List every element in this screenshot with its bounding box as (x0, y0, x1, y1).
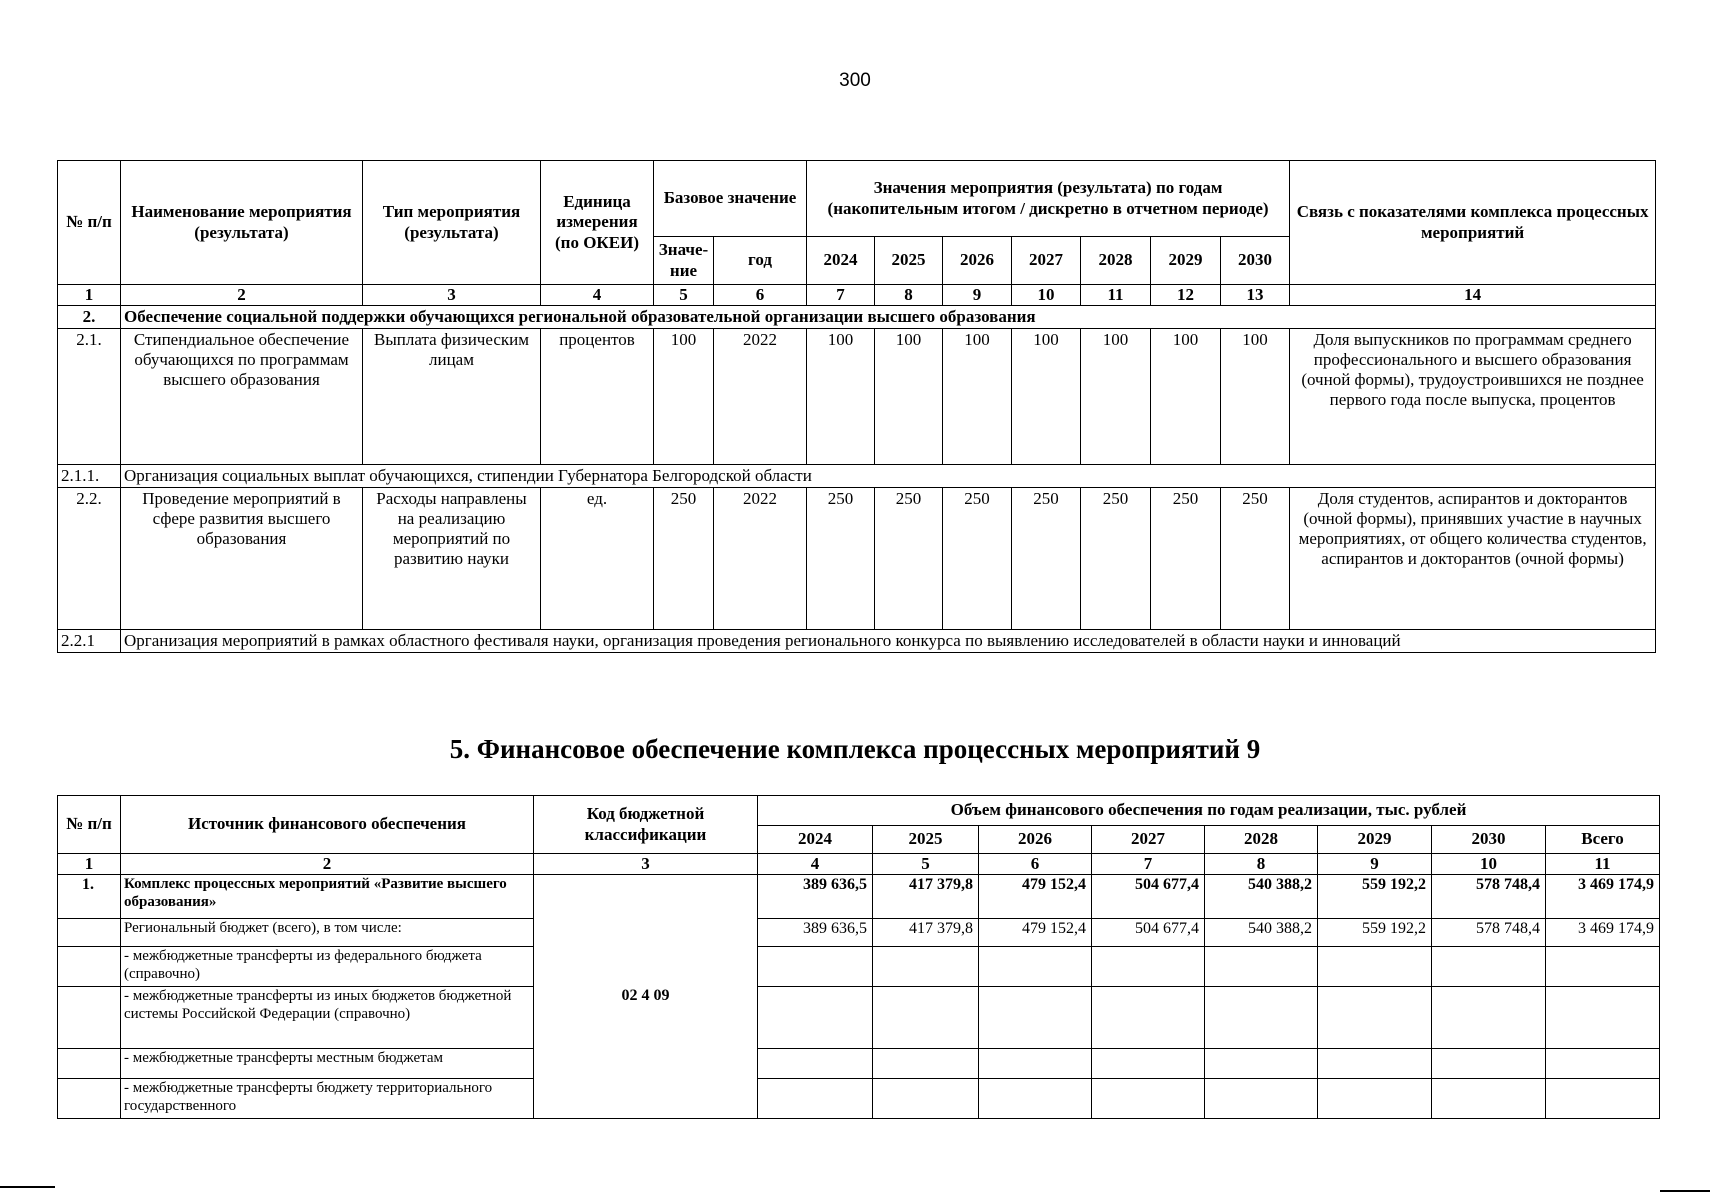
header-base: Базовое значение (654, 161, 807, 237)
col-number: 7 (807, 285, 875, 306)
subsection-row (58, 465, 1656, 488)
header-year: 2030 (1432, 826, 1546, 854)
row-value: 389 636,5 (758, 875, 873, 919)
col-number: 12 (1151, 285, 1221, 306)
header-year: 2025 (875, 237, 943, 285)
section-title: Обеспечение социальной поддержки обучающихся региональной образовательной организации высшего образования (121, 306, 1656, 329)
row-num: 2.1. (58, 329, 121, 465)
col-number: 6 (714, 285, 807, 306)
subsection-title: Организация мероприятий в рамках областного фестиваля науки, организация проведения регионального конкурса по выявлению исследователей в области науки и инноваций (121, 630, 1656, 653)
row-total: 3 469 174,9 (1546, 919, 1660, 947)
section-heading: 5. Финансовое обеспечение комплекса процессных мероприятий 9 (449, 734, 1261, 764)
row-num (58, 947, 121, 987)
col-number: 10 (1012, 285, 1081, 306)
header-base-value: Значе-ние (654, 237, 714, 285)
row-value: 504 677,4 (1092, 919, 1205, 947)
header-year: 2027 (1092, 826, 1205, 854)
row-link: Доля выпускников по программам среднего профессионального и высшего образования (очной формы), трудоустроившихся не позднее первого года после выпуска, процентов (1290, 329, 1656, 465)
col-number: 9 (943, 285, 1012, 306)
row-link: Доля студентов, аспирантов и докторантов (очной формы), принявших участие в научных мероприятиях, от общего количества студентов, аспирантов и докторантов (очной формы) (1290, 488, 1656, 630)
row-label: - межбюджетные трансферты бюджету территориального государственного (121, 1079, 534, 1119)
row-value: 250 (943, 488, 1012, 630)
row-value: 250 (1221, 488, 1290, 630)
header-year: 2028 (1205, 826, 1318, 854)
row-value: 100 (1221, 329, 1290, 465)
row-value: 578 748,4 (1432, 875, 1546, 919)
header-year: 2030 (1221, 237, 1290, 285)
col-number: 4 (758, 854, 873, 875)
subsection-title: Организация социальных выплат обучающихся, стипендии Губернатора Белгородской области (121, 465, 1656, 488)
row-value: 389 636,5 (758, 919, 873, 947)
header-year: 2026 (979, 826, 1092, 854)
row-total: 3 469 174,9 (1546, 875, 1660, 919)
scan-edge-mark (1660, 1190, 1710, 1192)
row-value: 250 (1012, 488, 1081, 630)
header-year: 2028 (1081, 237, 1151, 285)
col-number: 5 (654, 285, 714, 306)
table-row (58, 875, 1660, 919)
row-name: Стипендиальное обеспечение обучающихся по программам высшего образования (121, 329, 363, 465)
header-name: Наименование мероприятия (результата) (121, 161, 363, 285)
header-volume: Объем финансового обеспечения по годам реализации, тыс. рублей (758, 796, 1660, 826)
row-num (58, 1079, 121, 1119)
header-num: № п/п (58, 796, 121, 854)
col-number: 11 (1546, 854, 1660, 875)
header-num: № п/п (58, 161, 121, 285)
col-number: 3 (363, 285, 541, 306)
subsection-row (58, 630, 1656, 653)
section-num: 2. (58, 306, 121, 329)
table-row (58, 1049, 1660, 1079)
budget-code: 02 4 09 (534, 875, 758, 1119)
page-number: 300 (839, 70, 871, 91)
col-number: 3 (534, 854, 758, 875)
row-value: 100 (1081, 329, 1151, 465)
row-label: - межбюджетные трансферты из федерального бюджета (справочно) (121, 947, 534, 987)
row-base-year: 2022 (714, 329, 807, 465)
row-value: 540 388,2 (1205, 919, 1318, 947)
row-value: 100 (1151, 329, 1221, 465)
row-value: 479 152,4 (979, 919, 1092, 947)
table-row (58, 1079, 1660, 1119)
row-value: 559 192,2 (1318, 875, 1432, 919)
col-number: 8 (1205, 854, 1318, 875)
row-name: Проведение мероприятий в сфере развития высшего образования (121, 488, 363, 630)
row-value: 417 379,8 (873, 919, 979, 947)
column-numbers-row (58, 854, 1660, 875)
row-unit: процентов (541, 329, 654, 465)
row-value: 250 (1081, 488, 1151, 630)
col-number: 8 (875, 285, 943, 306)
row-num (58, 919, 121, 947)
row-label: Комплекс процессных мероприятий «Развитие высшего образования» (121, 875, 534, 919)
header-source: Источник финансового обеспечения (121, 796, 534, 854)
row-base-year: 2022 (714, 488, 807, 630)
row-value: 100 (875, 329, 943, 465)
header-unit: Единица измерения (по ОКЕИ) (541, 161, 654, 285)
table-row (58, 329, 1656, 465)
row-value: 100 (943, 329, 1012, 465)
header-year: 2029 (1151, 237, 1221, 285)
col-number: 10 (1432, 854, 1546, 875)
row-value: 250 (807, 488, 875, 630)
subsection-num: 2.2.1 (58, 630, 121, 653)
col-number: 5 (873, 854, 979, 875)
subsection-num: 2.1.1. (58, 465, 121, 488)
header-years-group: Значения мероприятия (результата) по годам (накопительным итогом / дискретно в отчетном периоде) (807, 161, 1290, 237)
table-row (58, 947, 1660, 987)
row-base-value: 250 (654, 488, 714, 630)
row-label: - межбюджетные трансферты местным бюджетам (121, 1049, 534, 1079)
header-link: Связь с показателями комплекса процессных мероприятий (1290, 161, 1656, 285)
row-type: Расходы направлены на реализацию мероприятий по развитию науки (363, 488, 541, 630)
header-year: 2025 (873, 826, 979, 854)
section-row (58, 306, 1656, 329)
activities-table (57, 160, 1656, 653)
col-number: 1 (58, 285, 121, 306)
row-value: 250 (875, 488, 943, 630)
row-type: Выплата физическим лицам (363, 329, 541, 465)
row-value: 578 748,4 (1432, 919, 1546, 947)
col-number: 2 (121, 854, 534, 875)
row-value: 504 677,4 (1092, 875, 1205, 919)
row-num (58, 1049, 121, 1079)
header-year: 2027 (1012, 237, 1081, 285)
col-number: 1 (58, 854, 121, 875)
header-total: Всего (1546, 826, 1660, 854)
row-value: 250 (1151, 488, 1221, 630)
header-year: 2029 (1318, 826, 1432, 854)
row-num (58, 987, 121, 1049)
table-row (58, 488, 1656, 630)
row-value: 417 379,8 (873, 875, 979, 919)
header-type: Тип мероприятия (результата) (363, 161, 541, 285)
col-number: 4 (541, 285, 654, 306)
col-number: 7 (1092, 854, 1205, 875)
table-row (58, 919, 1660, 947)
financing-table (57, 795, 1660, 1119)
row-num: 1. (58, 875, 121, 919)
col-number: 11 (1081, 285, 1151, 306)
row-label: Региональный бюджет (всего), в том числе: (121, 919, 534, 947)
col-number: 14 (1290, 285, 1656, 306)
header-code: Код бюджетной классификации (534, 796, 758, 854)
row-unit: ед. (541, 488, 654, 630)
column-numbers-row (58, 285, 1656, 306)
row-value: 100 (807, 329, 875, 465)
row-value: 479 152,4 (979, 875, 1092, 919)
table-row (58, 987, 1660, 1049)
row-value: 559 192,2 (1318, 919, 1432, 947)
row-num: 2.2. (58, 488, 121, 630)
header-base-year: год (714, 237, 807, 285)
scan-edge-mark (0, 1186, 55, 1188)
header-year: 2026 (943, 237, 1012, 285)
col-number: 2 (121, 285, 363, 306)
col-number: 9 (1318, 854, 1432, 875)
header-year: 2024 (807, 237, 875, 285)
row-base-value: 100 (654, 329, 714, 465)
row-value: 540 388,2 (1205, 875, 1318, 919)
header-year: 2024 (758, 826, 873, 854)
row-value: 100 (1012, 329, 1081, 465)
col-number: 6 (979, 854, 1092, 875)
row-label: - межбюджетные трансферты из иных бюджетов бюджетной системы Российской Федерации (справочно) (121, 987, 534, 1049)
col-number: 13 (1221, 285, 1290, 306)
